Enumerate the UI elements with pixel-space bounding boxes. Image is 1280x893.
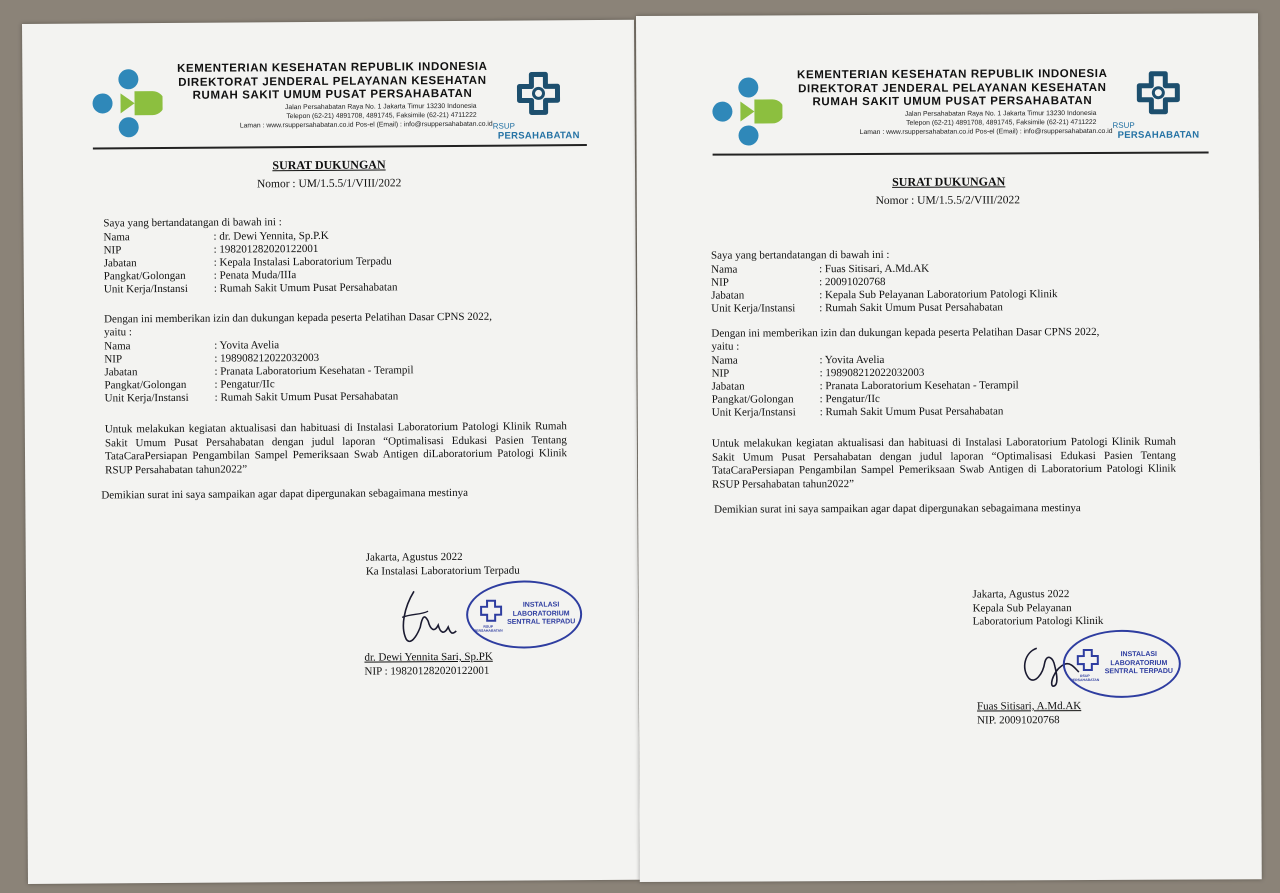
stamp-line1: INSTALASI: [1120, 650, 1158, 659]
permit-text-cont: yaitu :: [104, 326, 133, 339]
permit-text-cont: yaitu :: [711, 340, 740, 353]
permit-text: Dengan ini memberikan izin dan dukungan kepada peserta Pelatihan Dasar CPNS 2022,: [104, 310, 493, 326]
field-label: Unit Kerja/Instansi: [104, 391, 189, 405]
field-value: : 198908212022032003: [214, 351, 320, 365]
stamp-text: [468, 601, 580, 627]
field-label: Nama: [103, 231, 130, 244]
signer-name: dr. Dewi Yennita Sari, Sp.PK: [364, 650, 493, 664]
letterhead-line2: DIREKTORAT JENDERAL PELAYANAN KESEHATAN: [798, 81, 1107, 95]
letterhead-web: Laman : www.rsuppersahabatan.co.id Pos-el (Email) : info@rsuppersahabatan.co.id: [239, 120, 493, 129]
kemenkes-logo: [90, 67, 163, 140]
closing-text: Demikian surat ini saya sampaikan agar dapat dipergunakan sebagaimana mestinya: [101, 486, 468, 502]
letter-number: Nomor : UM/1.5.5/2/VIII/2022: [875, 194, 1021, 207]
field-label: Unit Kerja/Instansi: [711, 406, 796, 419]
rsup-brand-label: PERSAHABATAN: [497, 130, 580, 142]
letterhead-address: Jalan Persahabatan Raya No. 1 Jakarta Timur 13230 Indonesia: [284, 102, 477, 111]
field-label: Nama: [711, 354, 738, 367]
signer-row: [104, 255, 392, 270]
rsup-cross-icon: [1133, 70, 1183, 116]
stamp-text: [1065, 651, 1179, 677]
stamp-badge: RSUP PERSAHABATAN: [473, 624, 503, 633]
field-value: : 20091020768: [819, 275, 886, 289]
participant-row: [104, 339, 279, 353]
stamp-line3: SENTRAL TERPADU: [1104, 667, 1173, 676]
official-stamp: [1063, 630, 1181, 699]
field-label: Jabatan: [711, 380, 745, 393]
purpose-paragraph: Untuk melakukan kegiatan aktualisasi dan habituasi di Instalasi Laboratorium Patologi Klinik Rumah Sakit Umum Pusat Persahabatan dengan judul laporan “Optimalisasi Edukasi Pasien Tentang TataCaraPersiapan Pengambilan Sampel Pemeriksaan Swab Antigen diLaboratorium Patologi Klinik RSUP Persahabatan tahun2022”: [104, 420, 568, 476]
field-value: : 198201282020122001: [213, 242, 319, 256]
place-date: Jakarta, Agustus 2022: [972, 588, 1070, 601]
field-label: Nama: [104, 340, 131, 353]
official-stamp: [466, 580, 582, 649]
rsup-cross-icon: [513, 70, 563, 116]
field-label: Pangkat/Golongan: [711, 393, 794, 406]
place-date: Jakarta, Agustus 2022: [365, 550, 463, 564]
stamp-line2: LABORATORIUM: [512, 609, 570, 618]
field-label: Unit Kerja/Instansi: [711, 302, 796, 315]
intro-text: Saya yang bertandatangan di bawah ini :: [711, 248, 890, 262]
signer-position-cont: Laboratorium Patologi Klinik: [972, 614, 1104, 628]
letterhead-text: [782, 68, 1122, 137]
participant-row: [105, 390, 399, 405]
field-label: Pangkat/Golongan: [103, 269, 186, 283]
letterhead-line3: RUMAH SAKIT UMUM PUSAT PERSAHABATAN: [812, 95, 1093, 109]
stamp-badge: RSUP PERSAHABATAN: [1070, 674, 1100, 683]
stamp-line3: SENTRAL TERPADU: [507, 618, 576, 626]
field-label: Nama: [711, 263, 738, 276]
signer-row: [711, 263, 929, 277]
field-label: Unit Kerja/Instansi: [103, 282, 188, 296]
letter-right: [636, 13, 1262, 882]
field-value: : Kepala Sub Pelayanan Laboratorium Patologi Klinik: [819, 288, 1058, 302]
field-value: : Yovita Avelia: [819, 353, 885, 367]
field-value: : Pengatur/IIc: [819, 392, 880, 406]
letterhead-web: Laman : www.rsuppersahabatan.co.id Pos-el (Email) : info@rsuppersahabatan.co.id: [859, 127, 1113, 136]
signer-row: [104, 281, 398, 296]
letter-left: [22, 20, 640, 884]
signer-row: [104, 269, 297, 283]
signer-row: [711, 276, 885, 290]
field-value: : Penata Muda/IIIa: [213, 269, 297, 282]
rsup-brand-label: PERSAHABATAN: [1117, 129, 1200, 141]
rsup-logo: [490, 70, 586, 142]
signer-row: [711, 288, 1057, 303]
letterhead-line2: DIREKTORAT JENDERAL PELAYANAN KESEHATAN: [178, 74, 487, 89]
field-value: : dr. Dewi Yennita, Sp.P.K: [213, 229, 329, 243]
letterhead-address: Jalan Persahabatan Raya No. 1 Jakarta Timur 13230 Indonesia: [904, 109, 1097, 118]
letter-title: SURAT DUKUNGAN: [272, 157, 386, 173]
field-label: NIP: [103, 244, 122, 257]
letterhead-text: [162, 61, 502, 131]
field-label: NIP: [104, 353, 123, 366]
signer-position: Ka Instalasi Laboratorium Terpadu: [365, 564, 520, 578]
field-value: : Kepala Instalasi Laboratorium Terpadu: [213, 255, 392, 269]
signer-nip: NIP : 198201282020122001: [364, 664, 490, 678]
field-value: : Pranata Laboratorium Kesehatan - Terampil: [214, 364, 414, 378]
participant-row: [712, 367, 925, 381]
stamp-line2: LABORATORIUM: [1110, 659, 1168, 667]
field-value: : Rumah Sakit Umum Pusat Persahabatan: [819, 405, 1004, 419]
field-value: : Yovita Avelia: [214, 339, 280, 352]
letterhead-rule: [93, 144, 587, 149]
participant-row: [104, 378, 274, 392]
participant-row: [711, 354, 884, 368]
signer-name: Fuas Sitisari, A.Md.AK: [976, 700, 1082, 713]
kemenkes-logo: [710, 75, 782, 147]
rsup-logo: [1110, 70, 1206, 141]
field-value: : 198908212022032003: [819, 366, 925, 380]
field-value: : Rumah Sakit Umum Pusat Persahabatan: [819, 301, 1003, 315]
field-value: : Pranata Laboratorium Kesehatan - Terampil: [819, 379, 1019, 393]
signer-position: Kepala Sub Pelayanan: [972, 602, 1072, 615]
letterhead-phone: Telepon (62-21) 4891708, 4891745, Faksimile (62-21) 4711222: [906, 118, 1097, 127]
field-label: Jabatan: [104, 366, 138, 379]
signer-nip: NIP. 20091020768: [977, 714, 1060, 727]
closing-text: Demikian surat ini saya sampaikan agar dapat dipergunakan sebagaimana mestinya: [714, 502, 1081, 516]
field-label: Pangkat/Golongan: [104, 378, 187, 392]
stamp-line1: INSTALASI: [522, 601, 560, 609]
letter-title: SURAT DUKUNGAN: [892, 174, 1006, 189]
field-label: Jabatan: [103, 257, 137, 270]
participant-row: [104, 364, 413, 379]
participant-row: [712, 405, 1004, 419]
field-value: : Fuas Sitisari, A.Md.AK: [819, 262, 930, 276]
signer-row: [711, 301, 1003, 315]
field-value: : Rumah Sakit Umum Pusat Persahabatan: [214, 390, 399, 404]
intro-text: Saya yang bertandatangan di bawah ini :: [103, 216, 282, 230]
rsup-small-label: RSUP: [492, 121, 515, 131]
field-value: : Rumah Sakit Umum Pusat Persahabatan: [213, 281, 398, 295]
letter-number: Nomor : UM/1.5.5/1/VIII/2022: [256, 177, 402, 191]
participant-row: [712, 379, 1019, 393]
letterhead-phone: Telepon (62-21) 4891708, 4891745, Faksimile (62-21) 4711222: [286, 111, 477, 120]
letterhead-line3: RUMAH SAKIT UMUM PUSAT PERSAHABATAN: [192, 87, 473, 102]
permit-text: Dengan ini memberikan izin dan dukungan kepada peserta Pelatihan Dasar CPNS 2022,: [711, 325, 1100, 340]
letterhead-line1: KEMENTERIAN KESEHATAN REPUBLIK INDONESIA: [796, 67, 1108, 82]
rsup-small-label: RSUP: [1112, 120, 1135, 130]
signature: [394, 587, 464, 649]
field-label: Jabatan: [711, 289, 745, 302]
purpose-paragraph: Untuk melakukan kegiatan aktualisasi dan habituasi di Instalasi Laboratorium Patologi Klinik Rumah Sakit Umum Pusat Persahabatan dengan judul laporan “Optimalisasi Edukasi Pasien Tentang TataCaraPersiapan Pengambilan Sampel Pemeriksaan Swab Antigen di Laboratorium Patologi Klinik RSUP Persahabatan tahun2022”: [711, 435, 1177, 491]
participant-row: [712, 393, 880, 407]
field-label: NIP: [711, 367, 730, 380]
field-label: NIP: [711, 276, 729, 289]
letterhead-line1: KEMENTERIAN KESEHATAN REPUBLIK INDONESIA: [177, 60, 488, 75]
field-value: : Pengatur/IIc: [214, 378, 275, 391]
letterhead-rule: [713, 152, 1209, 156]
